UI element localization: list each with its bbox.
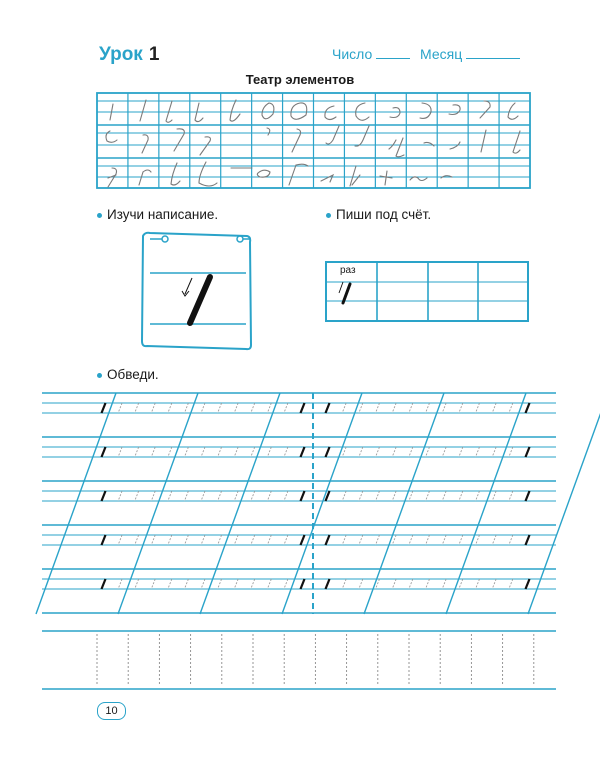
- trace-stick: [492, 579, 496, 589]
- month-label: Месяц: [420, 46, 463, 62]
- trace-stick: [459, 447, 463, 457]
- trace-stick: [459, 403, 463, 413]
- slant-guide-line: [282, 393, 362, 614]
- trace-stick: [118, 579, 122, 589]
- trace-stick: [135, 579, 139, 589]
- trace-stick: [151, 579, 155, 589]
- trace-stick: [267, 535, 271, 545]
- trace-stick: [151, 535, 155, 545]
- trace-stick: [234, 491, 238, 501]
- trace-stick: [234, 535, 238, 545]
- trace-stick: [459, 579, 463, 589]
- trace-stick: [392, 491, 396, 501]
- bold-stick: [102, 447, 106, 457]
- trace-stick: [218, 535, 222, 545]
- trace-stick: [267, 491, 271, 501]
- trace-stick: [284, 447, 288, 457]
- elements-grid: [97, 93, 530, 188]
- trace-stick: [342, 447, 346, 457]
- trace-stick: [509, 579, 513, 589]
- trace-stick: [234, 403, 238, 413]
- theater-title: Театр элементов: [245, 72, 355, 87]
- trace-stick: [135, 491, 139, 501]
- bold-stick: [526, 535, 530, 545]
- slant-guide-line: [118, 393, 198, 614]
- trace-stick: [135, 447, 139, 457]
- trace-stick: [359, 491, 363, 501]
- slant-guide-line: [364, 393, 444, 614]
- trace-stick: [201, 403, 205, 413]
- trace-stick: [218, 447, 222, 457]
- trace-stick: [168, 535, 172, 545]
- trace-stick: [492, 491, 496, 501]
- trace-stick: [409, 535, 413, 545]
- slant-guide-line: [446, 393, 526, 614]
- trace-stick: [251, 535, 255, 545]
- bold-stick: [326, 447, 330, 457]
- trace-stick: [151, 447, 155, 457]
- trace-stick: [359, 403, 363, 413]
- bold-stick: [102, 491, 106, 501]
- trace-stick: [509, 447, 513, 457]
- trace-stick: [376, 491, 380, 501]
- trace-stick: [284, 535, 288, 545]
- count-table: [326, 262, 528, 321]
- trace-stick: [476, 447, 480, 457]
- trace-stick: [201, 491, 205, 501]
- lesson-label: Урок: [99, 44, 143, 65]
- trace-stick: [409, 579, 413, 589]
- trace-stick: [376, 447, 380, 457]
- trace-stick: [184, 579, 188, 589]
- bold-stick: [301, 535, 305, 545]
- trace-stick: [409, 447, 413, 457]
- trace-stick: [442, 579, 446, 589]
- trace-stick: [267, 447, 271, 457]
- trace-stick: [118, 535, 122, 545]
- trace-stick: [251, 447, 255, 457]
- slant-guide-line: [528, 393, 600, 614]
- bold-stick: [326, 403, 330, 413]
- tracing-area: [36, 393, 600, 614]
- trace-stick: [492, 403, 496, 413]
- trace-stick: [218, 403, 222, 413]
- trace-stick: [342, 491, 346, 501]
- trace-stick: [168, 491, 172, 501]
- trace-stick: [476, 403, 480, 413]
- trace-stick: [509, 535, 513, 545]
- trace-stick: [251, 579, 255, 589]
- trace-stick: [184, 447, 188, 457]
- bold-stick: [102, 403, 106, 413]
- trace-stick: [392, 579, 396, 589]
- trace-stick: [342, 403, 346, 413]
- trace-stick: [492, 535, 496, 545]
- trace-stick: [284, 579, 288, 589]
- trace-stick: [442, 491, 446, 501]
- trace-stick: [234, 579, 238, 589]
- trace-stick: [251, 491, 255, 501]
- trace-stick: [218, 491, 222, 501]
- trace-stick: [476, 579, 480, 589]
- bold-stick: [301, 447, 305, 457]
- trace-stick: [492, 447, 496, 457]
- date-label: Число: [332, 46, 373, 62]
- trace-stick: [342, 579, 346, 589]
- trace-stick: [168, 403, 172, 413]
- bold-stick: [526, 447, 530, 457]
- trace-stick: [284, 403, 288, 413]
- trace-stick: [392, 403, 396, 413]
- trace-stick: [284, 491, 288, 501]
- trace-stick: [459, 535, 463, 545]
- trace-stick: [135, 535, 139, 545]
- trace-stick: [184, 403, 188, 413]
- bold-stick: [102, 535, 106, 545]
- trace-stick: [151, 403, 155, 413]
- slant-guide-line: [200, 393, 280, 614]
- trace-stick: [234, 447, 238, 457]
- trace-stick: [359, 535, 363, 545]
- trace-stick: [442, 535, 446, 545]
- trace-stick: [376, 403, 380, 413]
- trace-stick: [184, 535, 188, 545]
- trace-stick: [426, 491, 430, 501]
- trace-stick: [509, 491, 513, 501]
- trace-instruction: Обведи.: [97, 367, 159, 382]
- trace-stick: [392, 447, 396, 457]
- trace-stick: [359, 579, 363, 589]
- bold-stick: [526, 491, 530, 501]
- bold-stick: [301, 403, 305, 413]
- trace-stick: [267, 403, 271, 413]
- trace-stick: [426, 403, 430, 413]
- study-card: [142, 233, 251, 349]
- trace-stick: [201, 447, 205, 457]
- trace-stick: [359, 447, 363, 457]
- trace-stick: [118, 403, 122, 413]
- count-instruction: Пиши под счёт.: [326, 207, 431, 222]
- trace-stick: [459, 491, 463, 501]
- trace-stick: [218, 579, 222, 589]
- trace-stick: [442, 447, 446, 457]
- trace-stick: [442, 403, 446, 413]
- trace-stick: [184, 491, 188, 501]
- bold-stick: [326, 579, 330, 589]
- trace-stick: [118, 491, 122, 501]
- study-instruction: Изучи написание.: [97, 207, 218, 222]
- count-label-raz: раз: [340, 265, 356, 276]
- trace-stick: [426, 579, 430, 589]
- trace-stick: [342, 535, 346, 545]
- trace-stick: [168, 447, 172, 457]
- trace-stick: [135, 403, 139, 413]
- bold-stick: [102, 579, 106, 589]
- trace-stick: [251, 403, 255, 413]
- trace-stick: [267, 579, 271, 589]
- trace-stick: [476, 535, 480, 545]
- lesson-number: 1: [148, 44, 160, 65]
- bold-stick: [326, 535, 330, 545]
- trace-stick: [409, 403, 413, 413]
- trace-stick: [426, 447, 430, 457]
- bold-stick: [301, 491, 305, 501]
- trace-stick: [168, 579, 172, 589]
- practice-row: [42, 631, 556, 689]
- trace-stick: [376, 535, 380, 545]
- trace-stick: [118, 447, 122, 457]
- bold-stick: [526, 579, 530, 589]
- trace-stick: [201, 579, 205, 589]
- trace-stick: [409, 491, 413, 501]
- trace-stick: [201, 535, 205, 545]
- trace-stick: [426, 535, 430, 545]
- trace-stick: [509, 403, 513, 413]
- trace-stick: [476, 491, 480, 501]
- trace-stick: [151, 491, 155, 501]
- page-number: 10: [97, 702, 126, 720]
- bold-stick: [526, 403, 530, 413]
- bold-stick: [301, 579, 305, 589]
